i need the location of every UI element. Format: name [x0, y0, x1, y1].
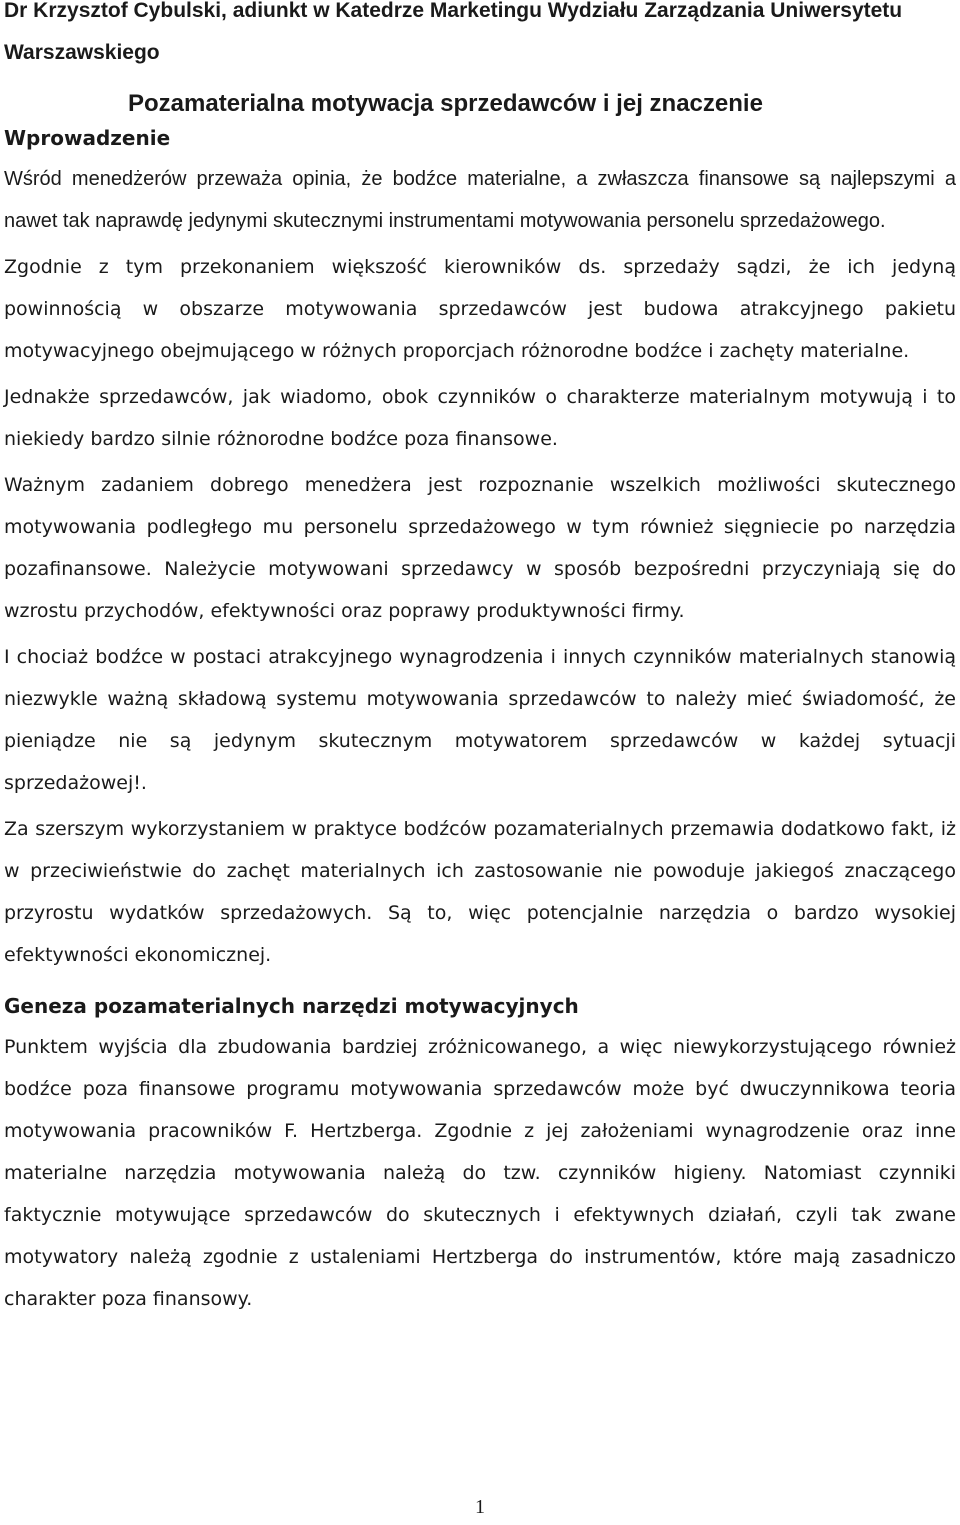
- document-page: [4, 0, 956, 1324]
- paragraph: I chociaż bodźce w postaci atrakcyjnego wynagrodzenia i innych czynników materialnych stanowią niezwykle ważną składową systemu motywowania sprzedawców to należy mieć świadomość, że pieniądze nie są jedynym skutecznym motywatorem sprzedawców w każdej sytuacji sprzedażowej!.: [4, 646, 956, 794]
- page-number: 1: [475, 1496, 485, 1518]
- section-heading-introduction: Wprowadzenie: [4, 126, 171, 150]
- paragraph: Wśród menedżerów przeważa opinia, że bodźce materialne, a zwłaszcza finansowe są najlepszymi a nawet tak naprawdę jedynymi skutecznymi instrumentami motywowania personelu sprzedażowego.: [4, 168, 956, 232]
- document-title: Pozamaterialna motywacja sprzedawców i jej znaczenie: [128, 90, 763, 117]
- paragraph: Ważnym zadaniem dobrego menedżera jest rozpoznanie wszelkich możliwości skutecznego motywowania podległego mu personelu sprzedażowego w tym również sięgniecie po narzędzia pozafinansowe. Należycie motywowani sprzedawcy w sposób bezpośredni przyczyniają się do wzrostu przychodów, efektywności oraz poprawy produktywności firmy.: [4, 474, 956, 622]
- paragraph: Punktem wyjścia dla zbudowania bardziej zróżnicowanego, a więc niewykorzystującego również bodźce poza finansowe programu motywowania sprzedawców może być dwuczynnikowa teoria motywowania pracowników F. Hertzberga. Zgodnie z jej założeniami wynagrodzenie oraz inne materialne narzędzia motywowania należą do tzw. czynników higieny. Natomiast czynniki faktycznie motywujące sprzedawców do skutecznych i efektywnych działań, czyli tak zwane motywatory należą zgodnie z ustaleniami Hertzberga do instrumentów, które mają zasadniczo charakter poza finansowy.: [4, 1036, 956, 1310]
- paragraph: Zgodnie z tym przekonaniem większość kierowników ds. sprzedaży sądzi, że ich jedyną powinnością w obszarze motywowania sprzedawców jest budowa atrakcyjnego pakietu motywacyjnego obejmującego w różnych proporcjach różnorodne bodźce i zachęty materialne.: [4, 256, 956, 362]
- paragraph: Za szerszym wykorzystaniem w praktyce bodźców pozamaterialnych przemawia dodatkowo fakt, iż w przeciwieństwie do zachęt materialnych ich zastosowanie nie powoduje jakiegoś znaczącego przyrostu wydatków sprzedażowych. Są to, więc potencjalnie narzędzia o bardzo wysokiej efektywności ekonomicznej.: [4, 818, 956, 966]
- author-line: Dr Krzysztof Cybulski, adiunkt w Katedrze Marketingu Wydziału Zarządzania Uniwersytetu Warszawskiego: [4, 0, 903, 64]
- paragraph: Jednakże sprzedawców, jak wiadomo, obok czynników o charakterze materialnym motywują i to niekiedy bardzo silnie różnorodne bodźce poza finansowe.: [4, 386, 956, 450]
- section-heading-genesis: Geneza pozamaterialnych narzędzi motywacyjnych: [4, 994, 579, 1018]
